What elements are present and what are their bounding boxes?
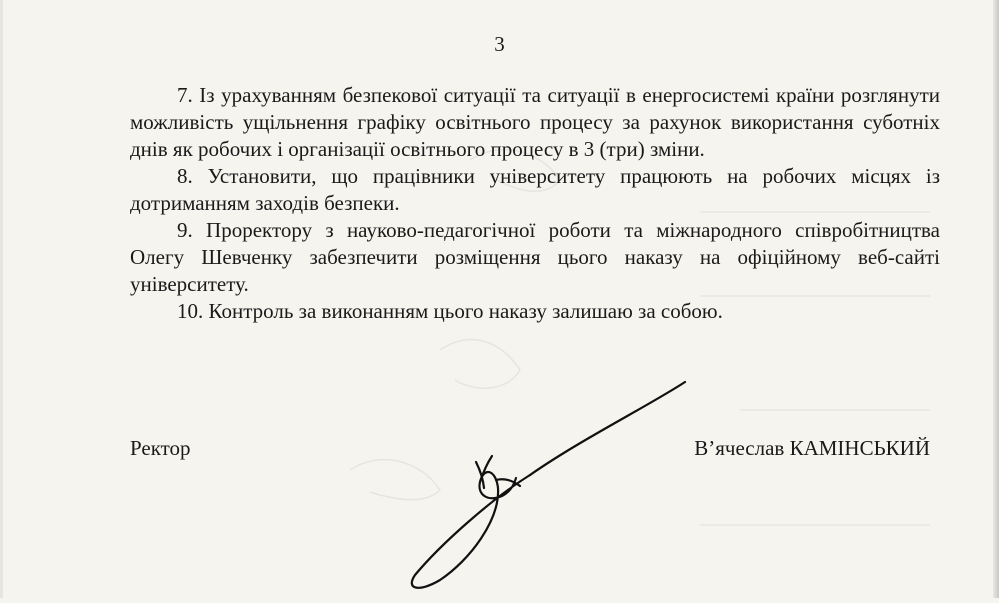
scan-right-edge <box>993 0 999 598</box>
signatory-position: Ректор <box>130 436 191 460</box>
scan-left-edge <box>0 0 3 598</box>
paragraph-10: 10. Контроль за виконанням цього наказу залишаю за собою. <box>177 299 723 323</box>
handwritten-signature <box>380 370 700 598</box>
paragraph-7: 7. Із урахуванням безпекової ситуації та ситуації в енергосистемі країни розглянути можливість ущільнення графіку освітнього процесу за рахунок використання суботніх днів як робочих і організації освітнього процесу в 3 (три) зміни. <box>130 83 940 161</box>
paragraph-8: 8. Установити, що працівники університету працюють на робочих місцях із дотриманням заходів безпеки. <box>130 164 940 215</box>
document-body <box>130 82 940 325</box>
paragraph-9: 9. Проректору з науково-педагогічної роботи та міжнародного співробітництва Олегу Шевченку забезпечити розміщення цього наказу на офіційному веб-сайті університету. <box>130 218 940 296</box>
page-number: 3 <box>494 32 505 56</box>
signatory-name: В’ячеслав КАМІНСЬКИЙ <box>694 436 930 460</box>
